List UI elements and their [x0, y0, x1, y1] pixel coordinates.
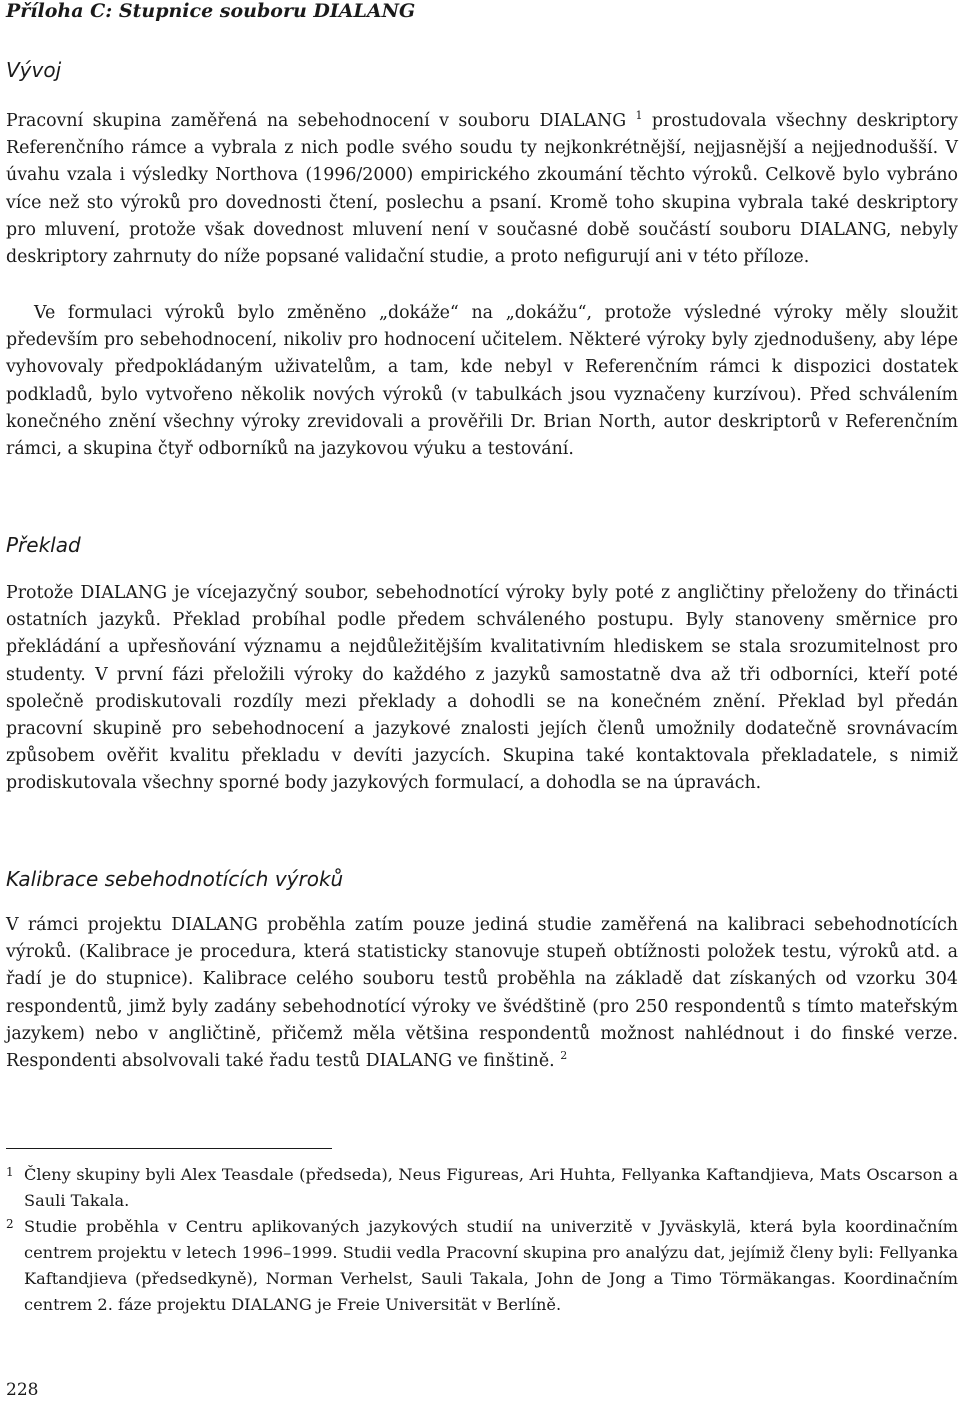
preklad-paragraph-1: Protože DIALANG je vícejazyčný soubor, sebehodnotící výroky byly poté z angličtiny přeloženy do třinácti ostatních jazyků. Překlad probíhal podle předem schváleného postupu. Byly stanoveny směrnice pro překládání a upřesňování významu a nejdůležitějším kvalitativním hlediskem se stala srozumitelnost pro studenty. V první fázi přeložili výroky do každého z jazyků samostatně dva až tři odborníci, kteří poté společně prodiskutovali rozdíly mezi překlady a dohodli se na konečném znění. Překlad byl předán pracovní skupině pro sebehodnocení a jazykové znalosti jejích členů umožnily dodatečně srovnávacím způsobem ověřit kvalitu překladu v devíti jazycích. Skupina také kontaktovala překladatele, s nimiž prodiskutovala všechny sporné body jazykových formulací, a dohodla se na úpravách. [6, 583, 958, 794]
footnote-2 [6, 1214, 958, 1318]
footnote-1-text: Členy skupiny byli Alex Teasdale (předseda), Neus Figureas, Ari Huhta, Fellyanka Kaftandjieva, Mats Oscarson a Sauli Takala. [24, 1165, 958, 1210]
kalibrace-paragraph-1-text: V rámci projektu DIALANG proběhla zatím pouze jediná studie zaměřená na kalibraci sebehodnotících výroků. (Kalibrace je procedura, která statisticky stanovuje stupeň obtížnosti položek testu, výroků atd. a řadí je do stupnice). Kalibrace celého souboru testů proběhla na základě dat získaných od vzorku 304 respondentů, jimž byly zadány sebehodnotící výroky ve švédštině (pro 250 respondentů s tímto mateřským jazykem) nebo v angličtině, přičemž měla většina respondentů možnost nahlédnout i do finské verze. Respondenti absolvovali také řadu testů DIALANG ve finštině. [6, 915, 958, 1072]
footnote-2-number: 2 [6, 1217, 14, 1231]
section-heading-kalibrace: Kalibrace sebehodnotících výroků [6, 867, 344, 891]
page-number: 228 [6, 1380, 39, 1400]
footnote-separator [6, 1148, 332, 1149]
vyvoj-paragraph-1 [6, 108, 958, 271]
vyvoj-paragraph-2: Ve formulaci výroků bylo změněno „dokáže“ na „dokážu“, protože výsledné výroky měly sloužit především pro sebehodnocení, nikoliv pro hodnocení učitelem. Některé výroky byly zjednodušeny, aby lépe vyhovovaly předpokládaným uživatelům, a tam, kde nebyl v Referenčním rámci k dispozici dostatek podkladů, bylo vytvořeno několik nových výroků (v tabulkách jsou vyznačeny kurzívou). Před schválením konečného znění všechny výroky zrevidovali a prověřili Dr. Brian North, autor deskriptorů v Referenčním rámci, a skupina čtyř odborníků na jazykovou výuku a testování. [6, 303, 958, 460]
appendix-title: Příloha C: Stupnice souboru DIALANG [6, 0, 416, 22]
vyvoj-paragraph-1-text-a: Pracovní skupina zaměřená na sebehodnocení v souboru DIALANG [6, 111, 636, 131]
footnote-1-number: 1 [6, 1165, 14, 1179]
section-heading-vyvoj: Vývoj [6, 58, 62, 82]
footnote-1 [6, 1162, 958, 1214]
kalibrace-paragraph-1 [6, 912, 958, 1075]
footnote-ref-1[interactable]: 1 [635, 109, 643, 122]
vyvoj-paragraph-1-text-b: prostudovala všechny deskriptory Referenčního rámce a vybrala z nich podle svého soudu ty nejkonkrétnější, nejjasnější a nejjednodušší. V úvahu vzala i výsledky Northova (1996/2000) empirického zkoumání těchto výroků. Celkově bylo vybráno více než sto výroků pro dovednosti čtení, poslechu a psaní. Kromě toho skupina vybrala také deskriptory pro mluvení, protože však dovednost mluvení není v současné době součástí souboru DIALANG, nebyly deskriptory zahrnuty do níže popsané validační studie, a proto nefigurují ani v této příloze. [6, 111, 958, 268]
footnote-ref-2[interactable]: 2 [560, 1049, 568, 1063]
section-heading-preklad: Překlad [6, 533, 81, 557]
footnote-2-text: Studie proběhla v Centru aplikovaných jazykových studií na univerzitě v Jyväskylä, která byla koordinačním centrem projektu v letech 1996–1999. Studii vedla Pracovní skupina pro analýzu dat, jejímiž členy byli: Fellyanka Kaftandjieva (předsedkyně), Norman Verhelst, Sauli Takala, John de Jong a Timo Törmäkangas. Koordinačním centrem 2. fáze projektu DIALANG je Freie Universität v Berlíně. [24, 1217, 958, 1314]
